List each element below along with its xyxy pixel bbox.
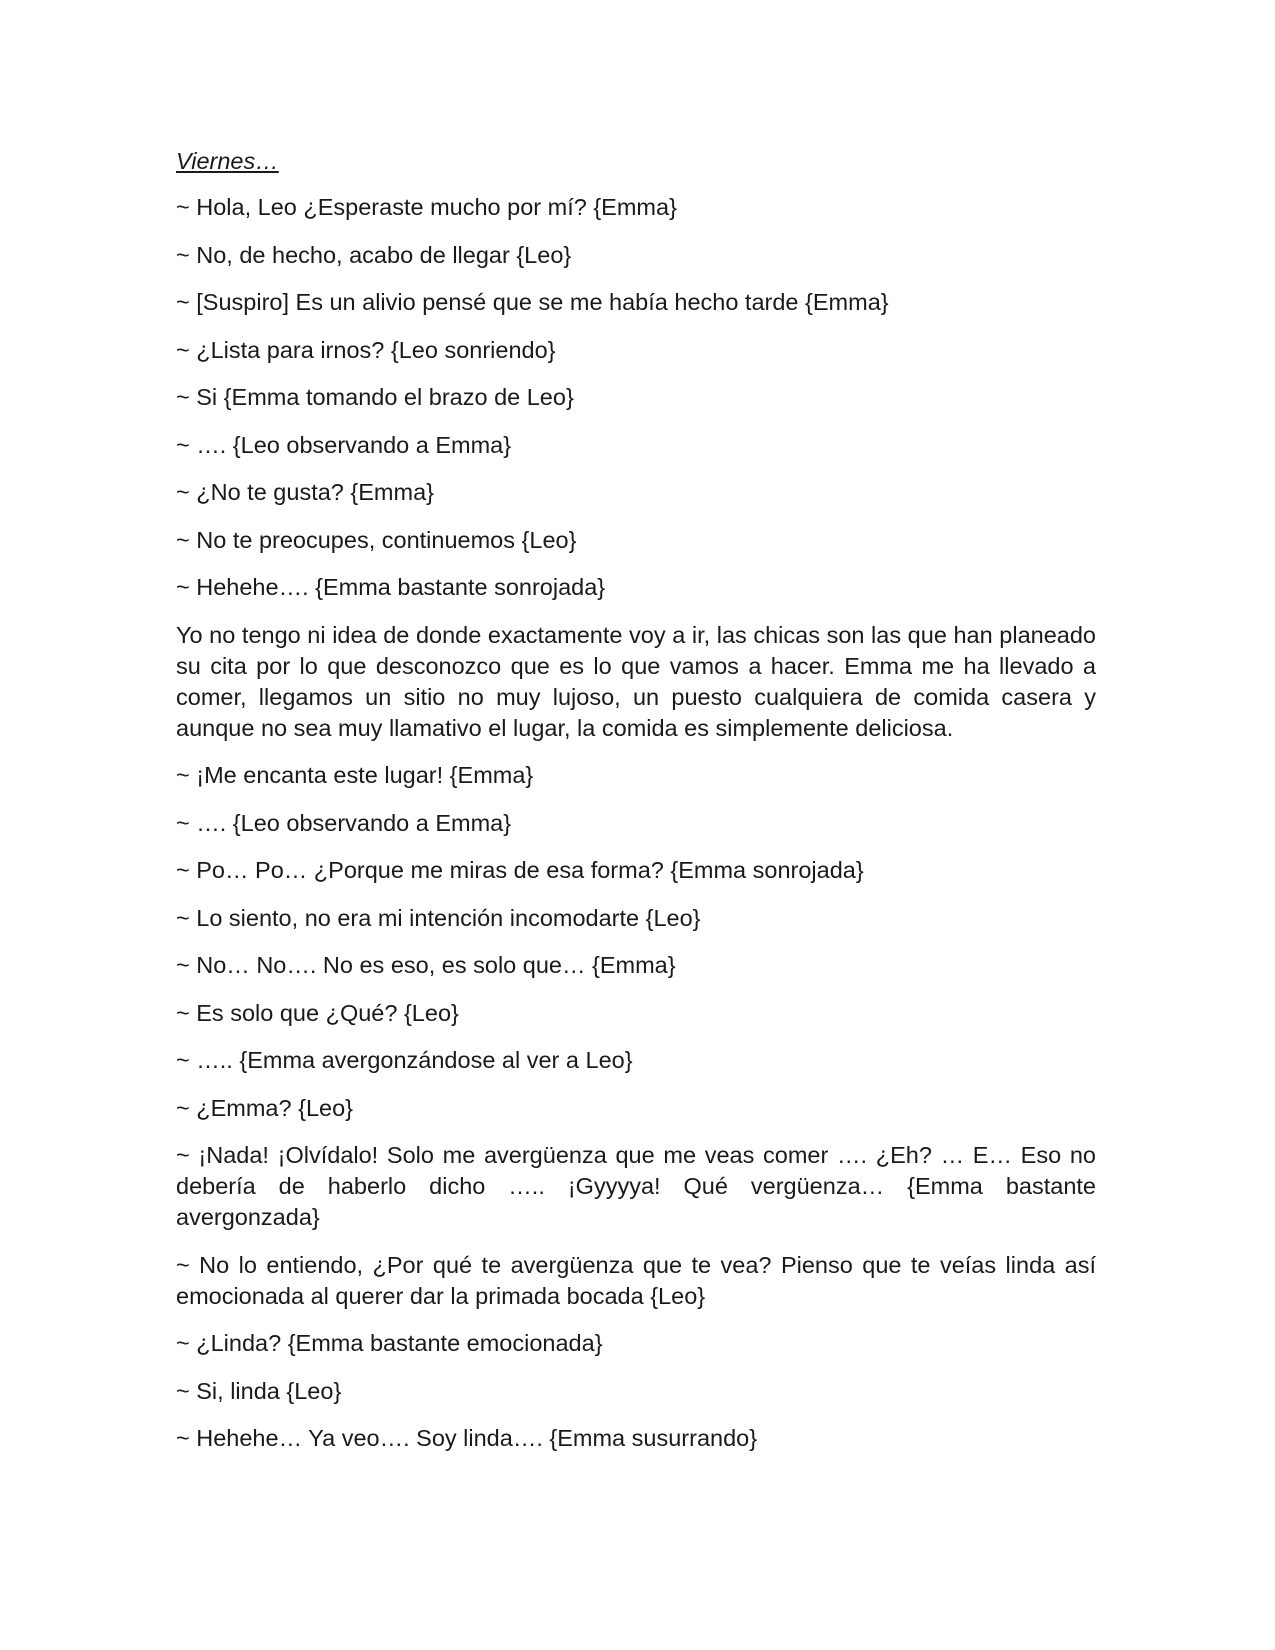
dialogue-line: ~ ¡Me encanta este lugar! {Emma}	[176, 762, 534, 788]
dialogue-line: ~ …. {Leo observando a Emma}	[176, 809, 512, 836]
document-body	[176, 192, 1096, 1454]
dialogue-line: ~ Lo siento, no era mi intención incomodarte {Leo}	[176, 904, 701, 931]
dialogue-line: ~ No, de hecho, acabo de llegar {Leo}	[176, 241, 572, 268]
dialogue-line: ~ ¿Lista para irnos? {Leo sonriendo}	[176, 336, 556, 363]
dialogue-line: ~ ¿Linda? {Emma bastante emocionada}	[176, 1330, 603, 1356]
section-heading: Viernes…	[176, 148, 279, 174]
narrative-paragraph: Yo no tengo ni idea de donde exactamente voy a ir, las chicas son las que han planeado su cita por lo que desconozco que es lo que vamos a hacer. Emma me ha llevado a comer, llegamos un sitio no muy lujoso, un puesto cualquiera de comida casera y aunque no sea muy llamativo el lugar, la comida es simplemente deliciosa.	[176, 621, 1096, 741]
dialogue-line: ~ Hehehe… Ya veo…. Soy linda…. {Emma susurrando}	[176, 1425, 758, 1451]
dialogue-line: ~ Si, linda {Leo}	[176, 1377, 342, 1404]
dialogue-line: ~ Po… Po… ¿Porque me miras de esa forma? {Emma sonrojada}	[176, 857, 864, 883]
dialogue-line: ~ Si {Emma tomando el brazo de Leo}	[176, 384, 574, 410]
dialogue-line: ~ No te preocupes, continuemos {Leo}	[176, 526, 577, 553]
narrative-paragraph: ~ No lo entiendo, ¿Por qué te avergüenza que te vea? Pienso que te veías linda así emocionada al querer dar la primada bocada {Leo}	[176, 1251, 1096, 1309]
dialogue-line: ~ Es solo que ¿Qué? {Leo}	[176, 999, 459, 1026]
dialogue-line: ~ No… No…. No es eso, es solo que… {Emma}	[176, 952, 676, 978]
document-page	[176, 146, 1096, 1471]
dialogue-line: ~ Hehehe…. {Emma bastante sonrojada}	[176, 574, 606, 600]
dialogue-line: ~ Hola, Leo ¿Esperaste mucho por mí? {Emma}	[176, 194, 677, 220]
dialogue-line: ~ ¿No te gusta? {Emma}	[176, 479, 434, 505]
narrative-paragraph: ~ ¡Nada! ¡Olvídalo! Solo me avergüenza que me veas comer …. ¿Eh? … E… Eso no debería de haberlo dicho ….. ¡Gyyyya! Qué vergüenza… {Emma bastante avergonzada}	[176, 1142, 1096, 1230]
dialogue-line: ~ …. {Leo observando a Emma}	[176, 431, 512, 458]
dialogue-line: ~ ….. {Emma avergonzándose al ver a Leo}	[176, 1047, 633, 1073]
dialogue-line: ~ [Suspiro] Es un alivio pensé que se me había hecho tarde {Emma}	[176, 289, 889, 315]
dialogue-line: ~ ¿Emma? {Leo}	[176, 1094, 354, 1121]
